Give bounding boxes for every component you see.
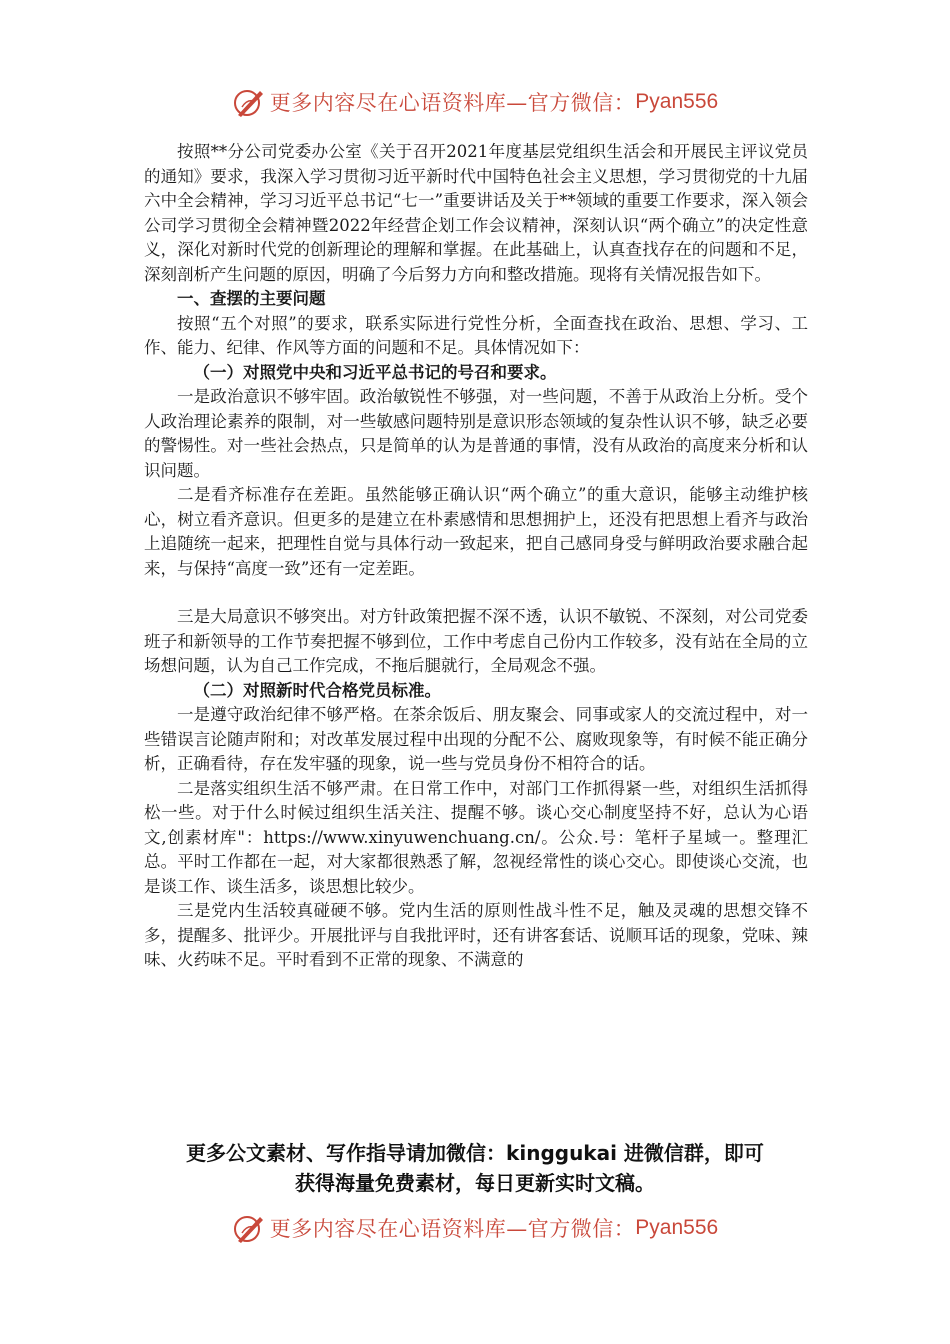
footer-line-2: 获得海量免费素材，每日更新实时文稿。: [295, 1171, 655, 1195]
paragraph: 二是落实组织生活不够严肃。在日常工作中，对部门工作抓得紧一些，对组织生活抓得松一些。对于什么时候过组织生活关注、提醒不够。谈心交心制度坚持不好，总认为心语文,创素材库"：https://www.xinyuwenchuang.cn/。公众.号：笔杆子星域一。整理汇总。平时工作都在一起，对大家都很熟悉了解，忽视经常性的谈心交心。即使谈心交流，也是谈工作、谈生活多，谈思想比较少。: [144, 778, 808, 896]
document-body: [144, 140, 808, 973]
banner-wechat-id: Pyan556: [635, 90, 719, 113]
section-heading: 一、查摆的主要问题: [177, 289, 326, 308]
pen-logo-icon: [232, 1211, 266, 1245]
subsection-heading: （二）对照新时代合格党员标准。: [193, 680, 441, 700]
header-banner: [0, 82, 950, 122]
banner-text: 更多内容尽在心语资料库—官方微信：: [269, 1217, 636, 1241]
banner-text: 更多内容尽在心语资料库—官方微信：: [269, 91, 636, 115]
footer-line-1: 更多公文素材、写作指导请加微信：kinggukai 进微信群，即可: [186, 1141, 764, 1165]
paragraph: 一是遵守政治纪律不够严格。在茶余饭后、朋友聚会、同事或家人的交流过程中，对一些错误言论随声附和；对改革发展过程中出现的分配不公、腐败现象等，有时候不能正确分析，正确看待，存在发牢骚的现象，说一些与党员身份不相符合的话。: [144, 705, 808, 773]
paragraph: 二是看齐标准存在差距。虽然能够正确认识“两个确立”的重大意识，能够主动维护核心，树立看齐意识。但更多的是建立在朴素感情和思想拥护上，还没有把思想上看齐与政治上追随统一起来，把理性自觉与具体行动一致起来，把自己感同身受与鲜明政治要求融合起来，与保持“高度一致”还有一定差距。: [144, 485, 808, 578]
subsection-heading: （一）对照党中央和习近平总书记的号召和要求。: [193, 362, 557, 382]
banner-wechat-id: Pyan556: [635, 1216, 719, 1239]
footer-banner: [0, 1208, 950, 1248]
footer-notice: [0, 1138, 950, 1198]
paragraph: 三是党内生活较真碰硬不够。党内生活的原则性战斗性不足，触及灵魂的思想交锋不多，提醒多、批评少。开展批评与自我批评时，还有讲客套话、说顺耳话的现象，党味、辣味、火药味不足。平时看到不正常的现象、不满意的: [144, 901, 808, 969]
paragraph-intro: 按照**分公司党委办公室《关于召开2021年度基层党组织生活会和开展民主评议党员的通知》要求，我深入学习贯彻习近平新时代中国特色社会主义思想，学习贯彻党的十九届六中全会精神，学习习近平总书记“七一”重要讲话及关于**领域的重要工作要求，深入领会公司学习贯彻全会精神暨2022年经营企划工作会议精神，深刻认识“两个确立”的决定性意义，深化对新时代党的创新理论的理解和掌握。在此基础上，认真查找存在的问题和不足，深刻剖析产生问题的原因，明确了今后努力方向和整改措施。现将有关情况报告如下。: [144, 142, 808, 284]
pen-logo-icon: [232, 85, 266, 119]
paragraph: 三是大局意识不够突出。对方针政策把握不深不透，认识不敏锐、不深刻，对公司党委班子和新领导的工作节奏把握不够到位，工作中考虑自己份内工作较多，没有站在全局的立场想问题，认为自己工作完成，不拖后腿就行，全局观念不强。: [144, 607, 808, 675]
paragraph: 按照“五个对照”的要求，联系实际进行党性分析，全面查找在政治、思想、学习、工作、能力、纪律、作风等方面的问题和不足。具体情况如下：: [144, 313, 808, 357]
paragraph: 一是政治意识不够牢固。政治敏锐性不够强，对一些问题，不善于从政治上分析。受个人政治理论素养的限制，对一些敏感问题特别是意识形态领域的复杂性认识不够，缺乏必要的警惕性。对一些社会热点，只是简单的认为是普通的事情，没有从政治的高度来分析和认识问题。: [144, 387, 808, 480]
